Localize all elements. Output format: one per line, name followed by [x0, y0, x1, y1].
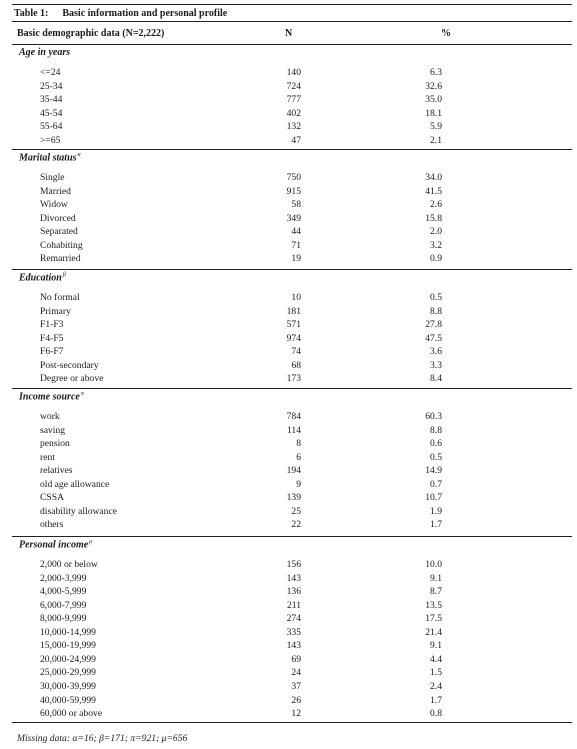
- row-n: 181: [286, 305, 301, 317]
- top-rule: [12, 4, 572, 5]
- bottom-rule: [12, 722, 572, 723]
- row-pct: 8.8: [430, 424, 442, 436]
- row-pct: 9.1: [430, 572, 442, 584]
- row-n: 10: [291, 292, 301, 303]
- section-title: [19, 539, 92, 550]
- row-n: 194: [286, 465, 301, 477]
- row-pct: 60.3: [425, 411, 442, 422]
- row-pct: 9.1: [430, 640, 442, 652]
- row-pct: 14.9: [425, 465, 442, 477]
- row-n: 9: [296, 478, 301, 490]
- table-row: [12, 291, 572, 305]
- table-row: [12, 680, 572, 694]
- table-row: [12, 171, 572, 185]
- table-row: [12, 478, 572, 492]
- row-n: 132: [286, 121, 301, 133]
- row-pct: 8.4: [430, 373, 442, 385]
- row-label: disability allowance: [40, 505, 117, 517]
- row-label: >=65: [40, 134, 61, 146]
- row-n: 44: [291, 226, 301, 238]
- table-row: [12, 424, 572, 438]
- row-pct: 0.8: [430, 708, 442, 720]
- table-row: [12, 451, 572, 465]
- row-label: Degree or above: [40, 373, 104, 385]
- row-label: Primary: [40, 305, 71, 317]
- table-row: [12, 558, 572, 572]
- row-pct: 13.5: [425, 599, 442, 611]
- row-label: 40,000-59,999: [40, 694, 96, 706]
- table-row: [12, 599, 572, 613]
- row-pct: 47.5: [425, 332, 442, 344]
- table-row: [12, 359, 572, 373]
- row-n: 571: [286, 319, 301, 331]
- table-row: [12, 252, 572, 266]
- row-n: 140: [286, 67, 301, 78]
- table-row: [12, 464, 572, 478]
- row-n: 750: [286, 172, 301, 183]
- row-label: 6,000-7,999: [40, 599, 87, 611]
- row-pct: 1.7: [430, 694, 442, 706]
- table-row: [12, 612, 572, 626]
- table-row: [12, 107, 572, 121]
- row-label: 2,000 or below: [40, 559, 98, 570]
- row-label: 8,000-9,999: [40, 613, 87, 625]
- row-pct: 0.7: [430, 478, 442, 490]
- row-pct: 2.4: [430, 680, 442, 692]
- row-label: 25,000-29,999: [40, 667, 96, 679]
- row-label: 15,000-19,999: [40, 640, 96, 652]
- row-label: relatives: [40, 465, 73, 477]
- row-n: 784: [286, 411, 301, 422]
- row-label: No formal: [40, 292, 80, 303]
- row-n: 58: [291, 199, 301, 211]
- row-label: others: [40, 519, 64, 531]
- row-n: 974: [286, 332, 301, 344]
- row-n: 915: [286, 185, 301, 197]
- row-pct: 41.5: [425, 185, 442, 197]
- table-row: [12, 332, 572, 346]
- row-n: 8: [296, 438, 301, 450]
- row-pct: 32.6: [425, 80, 442, 92]
- table-row: [12, 345, 572, 359]
- row-label: <=24: [40, 67, 61, 78]
- table-row: [12, 505, 572, 519]
- row-label: F4-F5: [40, 332, 64, 344]
- table-row: [12, 694, 572, 708]
- table-row: [12, 212, 572, 226]
- table-row: [12, 666, 572, 680]
- row-label: Married: [40, 185, 71, 197]
- header-label: Basic demographic data (N=2,222): [17, 28, 165, 39]
- row-pct: 2.6: [430, 199, 442, 211]
- section-title: [19, 272, 66, 283]
- table-row: [12, 305, 572, 319]
- row-pct: 1.7: [430, 519, 442, 531]
- row-n: 25: [291, 505, 301, 517]
- table-row: [12, 80, 572, 94]
- row-label: 4,000-5,999: [40, 586, 87, 598]
- section-title-text: Marital status: [19, 152, 77, 164]
- row-pct: 1.9: [430, 505, 442, 517]
- row-n: 211: [286, 599, 301, 611]
- section-rule: [12, 388, 572, 389]
- row-label: Separated: [40, 226, 78, 238]
- section-footnote-marker: π: [80, 391, 84, 397]
- row-pct: 18.1: [425, 107, 442, 119]
- table-row: [12, 585, 572, 599]
- caption-label: Table 1:: [14, 8, 49, 19]
- row-pct: 3.3: [430, 359, 442, 371]
- table-row: [12, 437, 572, 451]
- row-pct: 15.8: [425, 212, 442, 224]
- row-n: 724: [286, 80, 301, 92]
- row-n: 136: [286, 586, 301, 598]
- row-pct: 5.9: [430, 121, 442, 133]
- row-n: 37: [291, 680, 301, 692]
- row-label: 25-34: [40, 80, 63, 92]
- row-label: 10,000-14,999: [40, 626, 96, 638]
- row-pct: 6.3: [430, 67, 442, 78]
- section-title-text: Personal income: [19, 539, 89, 551]
- table-row: [12, 653, 572, 667]
- row-label: Cohabiting: [40, 239, 83, 251]
- row-n: 12: [291, 708, 301, 720]
- row-n: 22: [291, 519, 301, 531]
- section-title-text: Education: [19, 272, 62, 284]
- section-footnote-marker: α: [77, 152, 81, 158]
- row-label: work: [40, 411, 60, 422]
- row-label: 2,000-3,999: [40, 572, 87, 584]
- table-row: [12, 66, 572, 80]
- table-row: [12, 198, 572, 212]
- section-title: [19, 47, 70, 58]
- row-label: saving: [40, 424, 66, 436]
- table-caption: [14, 8, 227, 19]
- row-pct: 3.2: [430, 239, 442, 251]
- row-label: rent: [40, 451, 55, 463]
- row-pct: 2.0: [430, 226, 442, 238]
- row-pct: 34.0: [425, 172, 442, 183]
- row-n: 173: [286, 373, 301, 385]
- row-label: pension: [40, 438, 70, 450]
- caption-rule: [12, 21, 572, 22]
- row-label: old age allowance: [40, 478, 110, 490]
- row-label: 55-64: [40, 121, 63, 133]
- section-footnote-marker: β: [62, 272, 66, 278]
- row-n: 68: [291, 359, 301, 371]
- row-pct: 3.6: [430, 346, 442, 358]
- table-row: [12, 318, 572, 332]
- row-n: 143: [286, 572, 301, 584]
- row-pct: 0.5: [430, 451, 442, 463]
- row-n: 24: [291, 667, 301, 679]
- table-row: [12, 491, 572, 505]
- row-pct: 1.5: [430, 667, 442, 679]
- section-title-text: Age in years: [19, 47, 71, 58]
- row-pct: 10.7: [425, 492, 442, 504]
- row-n: 69: [291, 653, 301, 665]
- row-n: 19: [291, 253, 301, 265]
- header-n: N: [285, 28, 293, 39]
- row-pct: 2.1: [430, 134, 442, 146]
- header-pct: %: [441, 28, 451, 39]
- row-n: 349: [286, 212, 301, 224]
- section-title-text: Income source: [19, 391, 80, 403]
- row-label: 60,000 or above: [40, 708, 103, 720]
- table-row: [12, 639, 572, 653]
- row-n: 6: [296, 451, 301, 463]
- row-n: 139: [286, 492, 301, 504]
- table-row: [12, 225, 572, 239]
- caption-title: Basic information and personal profile: [62, 8, 228, 19]
- row-pct: 27.8: [425, 319, 442, 331]
- section-title: [19, 152, 81, 163]
- row-label: 20,000-24,999: [40, 653, 96, 665]
- table-row: [12, 134, 572, 148]
- section-footnote-marker: μ: [89, 539, 93, 545]
- row-n: 335: [286, 626, 301, 638]
- table-row: [12, 93, 572, 107]
- table-row: [12, 707, 572, 721]
- row-n: 274: [286, 613, 301, 625]
- footnote: Missing data: α=16; β=171; π=921; μ=656: [17, 733, 188, 744]
- row-pct: 8.8: [430, 305, 442, 317]
- row-label: Post-secondary: [40, 359, 99, 371]
- section-rule: [12, 149, 572, 150]
- row-pct: 8.7: [430, 586, 442, 598]
- section-rule: [12, 536, 572, 537]
- row-pct: 10.0: [425, 559, 442, 570]
- row-pct: 0.6: [430, 438, 442, 450]
- table-row: [12, 410, 572, 424]
- row-label: 45-54: [40, 107, 63, 119]
- table-row: [12, 120, 572, 134]
- table-row: [12, 518, 572, 532]
- row-label: 30,000-39,999: [40, 680, 96, 692]
- row-pct: 21.4: [425, 626, 442, 638]
- row-n: 143: [286, 640, 301, 652]
- row-n: 47: [291, 134, 301, 146]
- row-label: Single: [40, 172, 65, 183]
- table-row: [12, 572, 572, 586]
- row-n: 71: [291, 239, 301, 251]
- row-pct: 17.5: [425, 613, 442, 625]
- row-pct: 0.5: [430, 292, 442, 303]
- table-row: [12, 239, 572, 253]
- row-n: 114: [286, 424, 301, 436]
- section-title: [19, 391, 84, 402]
- row-label: Remarried: [40, 253, 81, 265]
- section-rule: [12, 269, 572, 270]
- row-label: Divorced: [40, 212, 76, 224]
- row-pct: 35.0: [425, 94, 442, 106]
- row-n: 74: [291, 346, 301, 358]
- header-rule: [12, 44, 572, 45]
- row-label: Widow: [40, 199, 68, 211]
- row-label: CSSA: [40, 492, 64, 504]
- row-pct: 0.9: [430, 253, 442, 265]
- row-label: F6-F7: [40, 346, 64, 358]
- row-n: 26: [291, 694, 301, 706]
- row-pct: 4.4: [430, 653, 442, 665]
- table-row: [12, 372, 572, 386]
- row-n: 156: [286, 559, 301, 570]
- table-row: [12, 185, 572, 199]
- row-n: 402: [286, 107, 301, 119]
- row-label: F1-F3: [40, 319, 64, 331]
- row-label: 35-44: [40, 94, 63, 106]
- row-n: 777: [286, 94, 301, 106]
- table-row: [12, 626, 572, 640]
